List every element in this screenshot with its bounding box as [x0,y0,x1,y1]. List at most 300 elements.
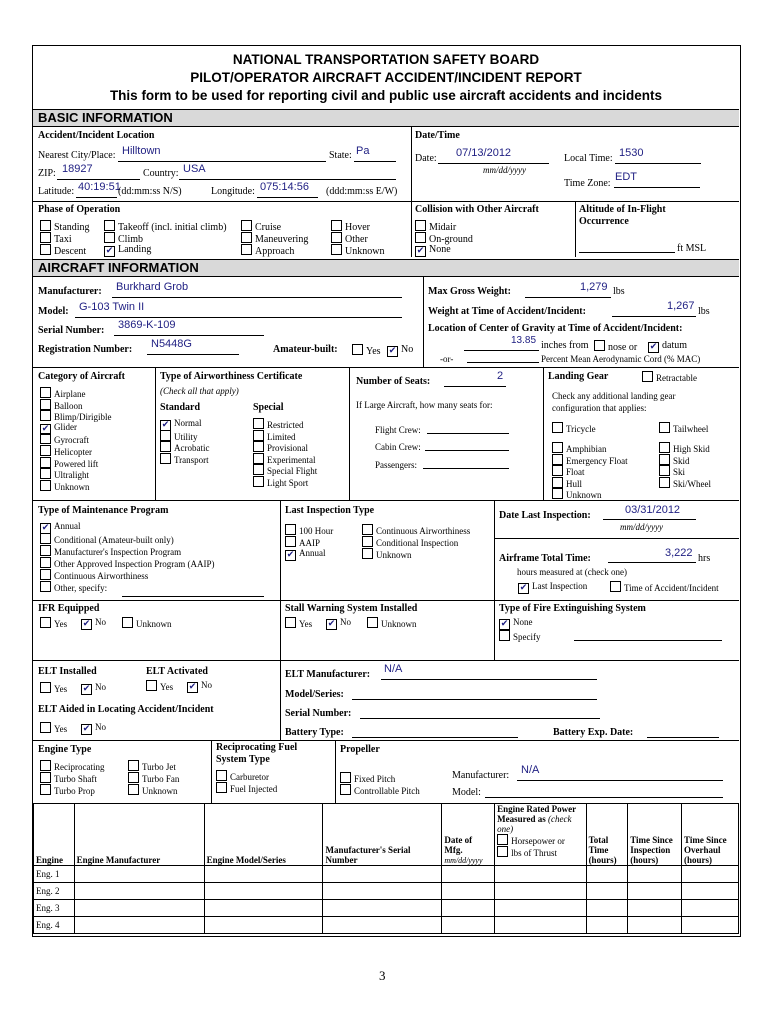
checkmark-icon: ✔ [416,246,425,256]
seats-field[interactable]: 2 [497,370,504,382]
maint-option[interactable] [40,569,148,581]
cg-datum-label: datum [662,340,687,351]
option-label: Cruise [255,222,282,233]
option-label: Time of Accident/Incident [624,583,719,593]
engine-cell[interactable] [323,917,442,934]
engine-cell[interactable] [628,900,682,917]
engine-cell[interactable] [74,866,204,883]
form-title-line3: This form to be used for reporting civil and public use aircraft accidents and incidents [109,88,663,103]
elt-installed-title: ELT Installed [38,666,97,677]
checkmark-icon: ✔ [82,619,91,629]
maint-option[interactable] [40,533,174,545]
engine-type-option[interactable] [128,784,178,796]
engine-cell[interactable] [586,883,628,900]
option-label: Descent [54,246,87,257]
engine-cell[interactable] [323,866,442,883]
power-thrust[interactable] [497,848,557,858]
engine-type-option[interactable] [40,760,104,772]
col-total-time: Total Time (hours) [586,804,628,866]
category-option[interactable] [40,399,83,411]
checkbox-icon [40,533,51,544]
checkbox-icon [253,441,264,452]
gear-option[interactable] [659,465,685,477]
engine-cell[interactable] [628,883,682,900]
option-label: No [201,680,212,690]
ifr-no[interactable] [81,617,106,630]
stall-yes[interactable] [285,617,312,629]
col-engine-mfr: Engine Manufacturer [74,804,204,866]
fuel-option[interactable] [216,782,277,794]
option-label: Glider [54,421,77,432]
checkmark-icon: ✔ [188,682,197,692]
weight-field[interactable]: 1,267 [667,300,695,312]
fuel-title: Reciprocating Fuel [216,742,298,753]
option-label: Unknown [54,481,90,492]
checkbox-icon [40,445,51,456]
mac-field[interactable] [467,362,539,363]
special-option[interactable] [253,476,308,488]
engine-type-option[interactable] [128,760,176,772]
engine-cell[interactable] [204,900,323,917]
option-label: Light Sport [267,478,309,488]
elt-model-label: Model/Series: [285,689,344,700]
engine-cell[interactable] [204,917,323,934]
option-label: Ski/Wheel [673,478,711,489]
engine-cell[interactable] [204,883,323,900]
col-serial: Manufacturer's Serial Number [323,804,442,866]
fire-option[interactable] [499,617,533,630]
eltinst-yes[interactable] [40,682,67,694]
phase-option[interactable] [331,244,384,257]
engine-cell[interactable] [74,900,204,917]
option-label: Helicopter [54,447,92,457]
ifr-unknown[interactable] [122,617,172,629]
measured-option[interactable] [610,581,719,593]
option-label: Utility [174,431,198,442]
prop-mfr-field[interactable]: N/A [521,764,540,776]
prop-mfr-label: Manufacturer: [452,770,510,781]
option-label: Yes [160,682,174,692]
maint-title: Type of Maintenance Program [38,505,169,516]
cg-field[interactable]: 13.85 [511,335,537,346]
engine-cell[interactable] [495,866,586,883]
checkbox-icon [659,454,670,465]
engine-type-title: Engine Type [38,744,92,755]
option-label: Unknown [345,246,385,257]
serial-field[interactable]: 3869-K-109 [118,319,176,331]
state-label: State: [329,150,352,161]
checkmark-icon: ✔ [500,619,509,629]
checkbox-icon [104,220,115,231]
maint-option[interactable] [40,545,181,557]
registration-field[interactable]: N5448G [151,338,192,350]
gear-option[interactable] [659,477,711,489]
time-field[interactable]: 1530 [619,147,644,159]
zip-field[interactable]: 18927 [62,163,93,175]
eltact-yes[interactable] [146,680,173,692]
gear-option[interactable] [552,477,582,489]
checkbox-icon [122,617,133,628]
option-label: Special Flight [267,466,318,477]
checkbox-icon [216,782,227,793]
special-option[interactable] [253,441,308,453]
gear-option[interactable] [552,442,607,454]
option-label: Yes [54,724,68,734]
stall-unknown[interactable] [367,617,417,629]
checkbox-icon [362,536,373,547]
cabin-crew-field[interactable] [425,450,509,451]
checkbox-icon [40,433,51,444]
passengers-field[interactable] [423,468,509,469]
elt-mfr-field[interactable]: N/A [384,663,403,675]
eltaid-yes[interactable] [40,722,67,734]
amateur-no-label: No [401,344,414,355]
insp-option[interactable] [362,536,458,548]
page-number: 3 [379,968,386,983]
checkbox-icon [253,418,264,429]
fire-title: Type of Fire Extinguishing System [499,603,646,614]
insp-option[interactable] [285,536,320,548]
engine-cell[interactable] [323,900,442,917]
option-label: Approach [255,246,295,257]
checkbox-icon [40,480,51,491]
amateur-yes-label: Yes [366,346,381,357]
elt-activated-title: ELT Activated [146,666,208,677]
option-label: Climb [118,234,144,245]
propeller-option[interactable] [340,772,395,784]
option-label: Limited [267,431,296,442]
option-label: Unknown [381,619,417,629]
maint-option[interactable] [40,557,214,569]
amateur-label: Amateur-built: [273,344,338,355]
airframe-field[interactable]: 3,222 [665,547,693,559]
option-label: Maneuvering [255,234,309,245]
option-label: Manufacturer's Inspection Program [54,547,182,557]
last-insp-field[interactable]: 03/31/2012 [625,504,681,516]
checkbox-icon [146,680,157,691]
country-field[interactable]: USA [183,163,206,175]
option-label: Normal [174,418,202,428]
insp-option[interactable] [285,524,333,536]
insp-option[interactable] [285,548,326,561]
mgw-unit: lbs [613,286,625,297]
checkmark-icon: ✔ [161,420,170,430]
checkmark-icon: ✔ [41,423,50,434]
option-label: Amphibian [566,444,607,454]
checkbox-icon [253,453,264,464]
option-label: Airplane [54,389,86,399]
maint-other-field[interactable] [122,596,264,597]
checkbox-icon [552,477,563,488]
serial-label: Serial Number: [38,325,105,336]
checkbox-icon [128,772,139,783]
weight-label: Weight at Time of Accident/Incident: [428,306,586,317]
checkbox-icon [552,488,563,499]
standard-option[interactable] [160,453,209,465]
checkbox-icon [362,548,373,559]
engine-cell[interactable] [586,900,628,917]
option-label: No [340,617,351,627]
date-label: Date: [415,153,437,164]
category-option[interactable] [40,410,112,422]
checkmark-icon: ✔ [286,550,295,560]
option-label: Turbo Shaft [54,774,97,784]
table-row [34,917,739,934]
option-label: Provisional [267,443,309,454]
option-label: Turbo Prop [54,786,95,796]
checkbox-icon [331,220,342,231]
measured-option[interactable] [518,581,587,594]
engine-cell[interactable] [442,900,495,917]
form-title-line2: PILOT/OPERATOR AIRCRAFT ACCIDENT/INCIDENT REPORT [190,70,582,85]
checkbox-icon [415,220,426,231]
checkbox-icon [40,772,51,783]
checkbox-icon [40,387,51,398]
option-label: Ultralight [54,470,89,481]
special-option[interactable] [253,464,317,476]
checkbox-icon [253,476,264,487]
option-label: None [513,617,533,627]
airframe-label: Airframe Total Time: [499,553,591,564]
checkbox-icon [659,442,670,453]
checkbox-icon [160,453,171,464]
option-label: Other [345,234,368,245]
phase-option[interactable] [241,244,294,257]
checkbox-icon [40,410,51,421]
checkbox-icon [285,524,296,535]
engine-cell[interactable] [682,866,739,883]
cg-from: inches from [541,340,589,351]
engine-table [33,803,739,934]
option-label: Other, specify: [54,583,108,593]
ifr-yes[interactable] [40,617,67,629]
option-label: Restricted [267,420,304,430]
checkbox-icon [659,477,670,488]
amateur-no[interactable] [387,344,413,357]
category-option[interactable] [40,457,98,469]
date-field[interactable]: 07/13/2012 [456,147,512,159]
category-option[interactable] [40,433,89,445]
col-engine: Engine [34,804,75,866]
latitude-label: Latitude: [38,186,75,197]
elt-serial-field[interactable] [360,718,600,719]
option-label: Continuous Airworthiness [376,526,471,536]
insp-option[interactable] [362,548,412,560]
gear-option[interactable] [659,454,690,466]
category-option[interactable] [40,480,90,492]
engine-cell[interactable] [442,883,495,900]
special-option[interactable] [253,418,304,430]
gear-note: Check any additional landing gear [552,391,676,401]
standard-option[interactable] [160,441,209,453]
form-title-line1: NATIONAL TRANSPORTATION SAFETY BOARD [232,52,540,67]
checkbox-icon [552,454,563,465]
gear-option[interactable] [552,422,596,434]
option-label: Last Inspection [532,581,588,591]
option-label: Controllable Pitch [354,786,420,796]
fuel-title-2: System Type [216,754,270,765]
option-label: Emergency Float [566,455,628,466]
engine-cell[interactable] [74,883,204,900]
gear-option[interactable] [552,488,602,500]
altitude-field[interactable] [579,252,675,253]
checkbox-icon [40,220,51,231]
special-option[interactable] [253,453,315,465]
checkbox-icon [499,630,510,641]
engine-cell[interactable] [495,917,586,934]
engine-cell[interactable] [682,883,739,900]
engine-cell[interactable] [586,866,628,883]
retractable-option[interactable] [642,371,697,384]
standard-option[interactable] [160,430,198,442]
option-label: Conditional (Amateur-built only) [54,535,174,545]
aircraft-section-header: AIRCRAFT INFORMATION [33,259,739,277]
table-row [34,900,739,917]
category-option[interactable] [40,387,86,399]
option-label: No [95,722,106,732]
engine-cell[interactable] [323,883,442,900]
engine-row-label: Eng. 3 [34,900,75,917]
engine-cell[interactable] [586,917,628,934]
insp-option[interactable] [362,524,470,536]
col-power [495,804,586,866]
option-label: Specify [513,632,541,642]
checkbox-icon [642,371,653,382]
prop-model-field[interactable] [485,797,723,798]
gear-option[interactable] [659,442,710,454]
engine-row-label: Eng. 4 [34,917,75,934]
checkbox-icon [241,220,252,231]
eltaid-no[interactable] [81,722,106,735]
mgw-field[interactable]: 1,279 [580,281,608,293]
flight-crew-field[interactable] [427,433,509,434]
longitude-format: (ddd:mm:ss E/W) [326,186,398,197]
option-label: High Skid [673,444,710,454]
collision-option[interactable] [415,244,451,257]
option-label: Annual [54,521,81,531]
mgw-label: Max Gross Weight: [428,286,511,297]
city-field[interactable]: Hilltown [122,145,161,157]
phase-option[interactable] [40,244,86,257]
manufacturer-label: Manufacturer: [38,286,102,297]
battery-type-field[interactable] [352,737,518,738]
gear-option[interactable] [552,454,628,466]
checkbox-icon [659,422,670,433]
battery-type-label: Battery Type: [285,727,344,738]
country-label: Country: [143,168,179,179]
engine-cell[interactable] [442,917,495,934]
battery-exp-field[interactable] [647,737,719,738]
phase-option[interactable] [104,244,151,257]
zip-label: ZIP: [38,168,56,179]
col-date-mfg [442,804,495,866]
last-insp-format: mm/dd/yyyy [620,522,663,532]
option-label: Continuous Airworthiness [54,571,149,581]
power-horsepower-label: Horsepower or [511,836,565,846]
cg-datum[interactable] [648,340,687,353]
category-option[interactable] [40,468,89,480]
checkbox-icon [160,430,171,441]
checkbox-icon [552,442,563,453]
option-label: AAIP [299,538,321,548]
measured-label: hours measured at (check one) [517,567,627,577]
option-label: Unknown [376,550,412,560]
engine-type-option[interactable] [40,784,95,796]
cert-note: (Check all that apply) [160,386,239,396]
state-field[interactable]: Pa [356,145,370,157]
option-label: Taxi [54,234,72,245]
ifr-title: IFR Equipped [38,603,100,614]
checkbox-icon [340,784,351,795]
amateur-yes[interactable] [352,344,381,357]
special-option[interactable] [253,430,296,442]
standard-label: Standard [160,402,201,413]
engine-cell[interactable] [628,917,682,934]
location-label: Accident/Incident Location [38,130,155,141]
option-label: Other Approved Inspection Program (AAIP) [54,559,215,569]
manufacturer-field[interactable]: Burkhard Grob [116,281,189,293]
timezone-label: Time Zone: [564,178,611,189]
latitude-field[interactable]: 40:19:51 [78,181,121,193]
engine-cell[interactable] [495,900,586,917]
option-label: Unknown [136,619,172,629]
checkmark-icon: ✔ [105,246,114,256]
eltinst-no[interactable] [81,682,106,695]
fire-option[interactable] [499,630,541,642]
checkmark-icon: ✔ [388,346,397,356]
option-label: Experimental [267,454,316,465]
gear-note-2: configuration that applies: [552,403,647,413]
checkbox-icon [253,430,264,441]
power-horsepower[interactable] [497,836,565,846]
engine-cell[interactable] [628,866,682,883]
checkbox-icon [552,465,563,476]
timezone-field[interactable]: EDT [615,171,637,183]
maint-option[interactable] [40,581,107,593]
engine-cell[interactable] [682,900,739,917]
checkbox-icon [659,465,670,476]
engine-type-option[interactable] [128,772,179,784]
checkbox-icon [497,834,508,845]
gear-option[interactable] [659,422,708,434]
engine-cell[interactable] [495,883,586,900]
eltact-no[interactable] [187,680,212,693]
option-label: Midair [429,222,457,233]
stall-no[interactable] [326,617,351,630]
fuel-option[interactable] [216,770,269,782]
table-row [34,883,739,900]
fire-specify-field[interactable] [574,640,722,641]
engine-type-option[interactable] [40,772,97,784]
model-field[interactable]: G-103 Twin II [79,301,145,313]
option-label: Takeoff (incl. initial climb) [118,222,227,233]
or-label: -or- [440,354,454,364]
engine-cell[interactable] [204,866,323,883]
elt-model-field[interactable] [352,699,597,700]
engine-cell[interactable] [74,917,204,934]
prop-model-label: Model: [452,787,481,798]
engine-cell[interactable] [442,866,495,883]
latitude-format: (dd:mm:ss N/S) [118,186,182,197]
category-option[interactable] [40,445,92,457]
gear-option[interactable] [552,465,585,477]
checkbox-icon [331,232,342,243]
longitude-field[interactable]: 075:14:56 [260,181,309,193]
propeller-option[interactable] [340,784,420,796]
cg-nose[interactable] [594,340,637,353]
engine-cell[interactable] [682,917,739,934]
checkmark-icon: ✔ [41,523,50,533]
